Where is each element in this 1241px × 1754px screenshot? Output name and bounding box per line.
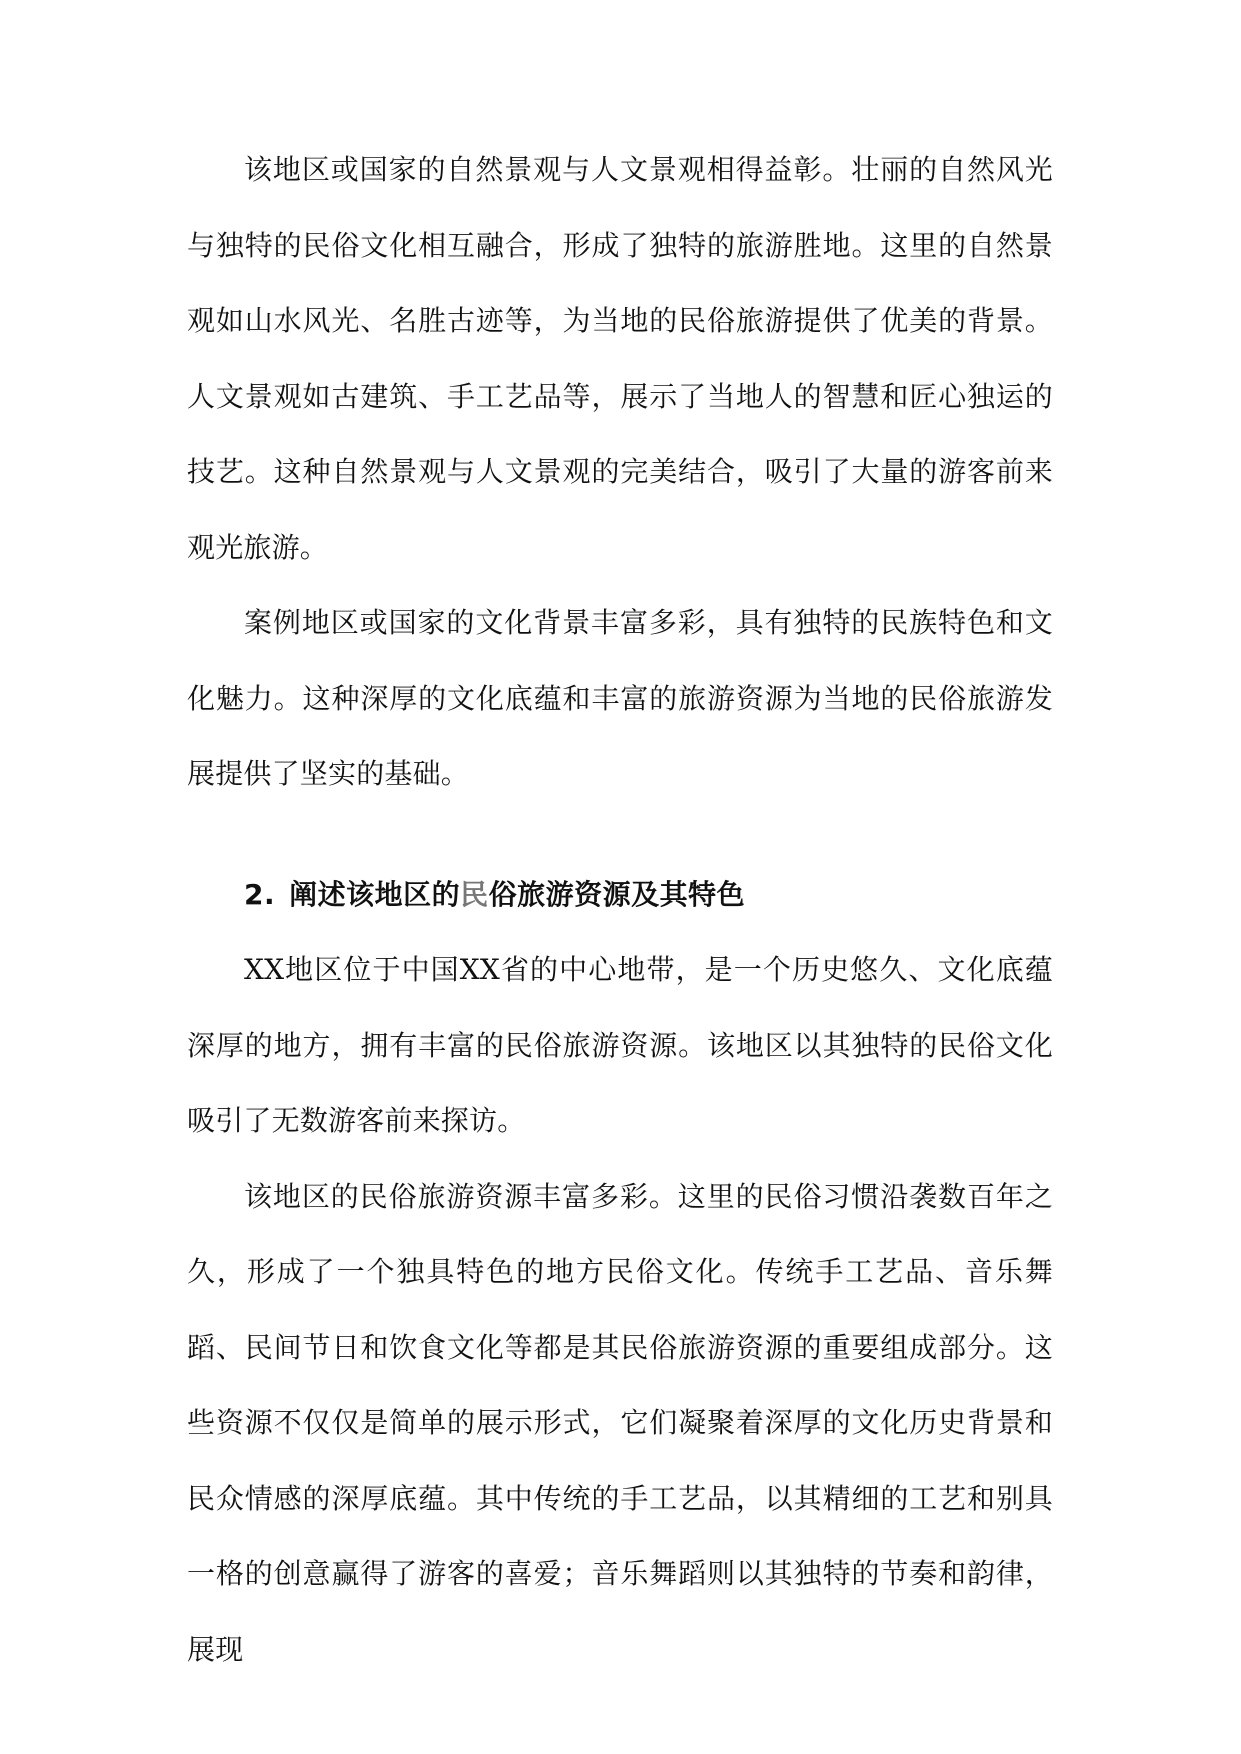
paragraph-folk-resources: 该地区的民俗旅游资源丰富多彩。这里的民俗习惯沿袭数百年之久，形成了一个独具特色的地方民俗文化。传统手工艺品、音乐舞蹈、民间节日和饮食文化等都是其民俗旅游资源的重要组成部分。这些资源不仅仅是简单的展示形式，它们凝聚着深厚的文化历史背景和民众情感的深厚底蕴。其中传统的手工艺品，以其精细的工艺和别具一格的创意赢得了游客的喜爱；音乐舞蹈则以其独特的节奏和韵律，展现 — [187, 1179, 1053, 1666]
paragraph-cultural-background: 案例地区或国家的文化背景丰富多彩，具有独特的民族特色和文化魅力。这种深厚的文化底蕴和丰富的旅游资源为当地的民俗旅游发展提供了坚实的基础。 — [187, 606, 1053, 790]
paragraph-region-intro: XX地区位于中国XX省的中心地带，是一个历史悠久、文化底蕴深厚的地方，拥有丰富的民俗旅游资源。该地区以其独特的民俗文化吸引了无数游客前来探访。 — [187, 953, 1053, 1137]
section-title-faded-char: 民 — [460, 877, 489, 911]
section-title-part-2: 俗旅游资源及其特色 — [488, 877, 746, 911]
section-number: 2. — [244, 877, 276, 911]
document-body — [187, 132, 1053, 1687]
section-title-part-1: 阐述该地区的 — [289, 877, 461, 911]
section-heading — [187, 857, 1053, 933]
paragraph-landscape: 该地区或国家的自然景观与人文景观相得益彰。壮丽的自然风光与独特的民俗文化相互融合，形成了独特的旅游胜地。这里的自然景观如山水风光、名胜古迹等，为当地的民俗旅游提供了优美的背景。人文景观如古建筑、手工艺品等，展示了当地人的智慧和匠心独运的技艺。这种自然景观与人文景观的完美结合，吸引了大量的游客前来观光旅游。 — [187, 153, 1053, 564]
